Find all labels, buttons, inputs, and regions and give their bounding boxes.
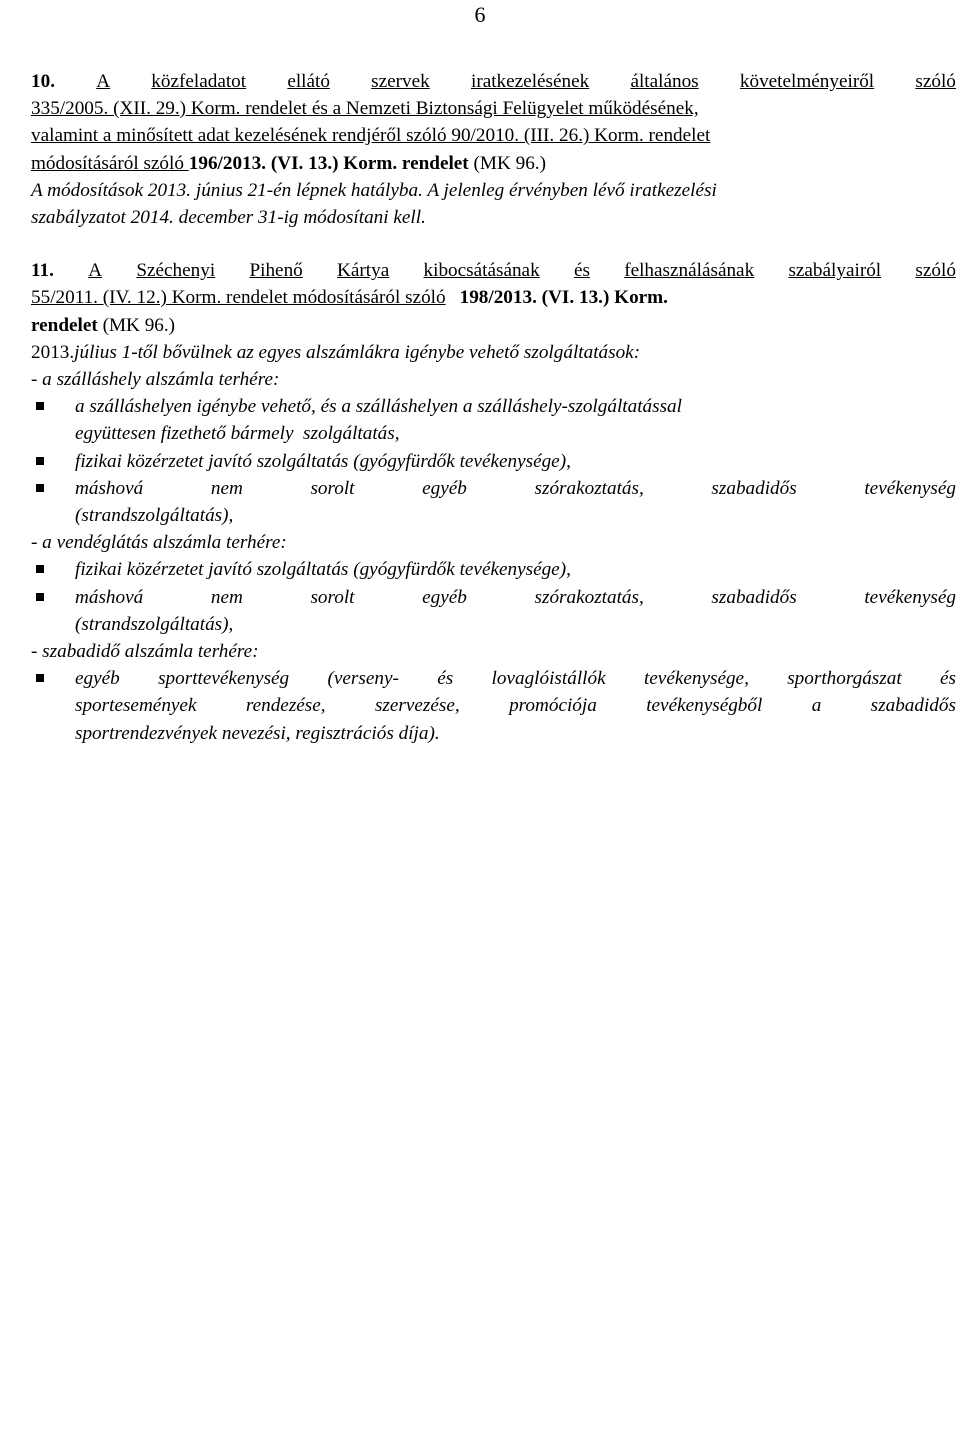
bullet-icon: [36, 457, 44, 465]
document-body: [31, 68, 956, 747]
bullet-icon: [36, 674, 44, 682]
item10-number: 10.: [31, 71, 55, 92]
list-item: a szálláshelyen igénybe vehető, és a szálláshelyen a szálláshely-szolgáltatással együttesen fizethető bármely szolgáltatás,: [31, 393, 956, 447]
list-item: máshová nem sorolt egyéb szórakoztatás, szabadidős tevékenység (strandszolgáltatás),: [31, 475, 956, 529]
page-number: 6: [474, 2, 486, 27]
item10-note-line1: A módosítások 2013. június 21-én lépnek hatályba. A jelenleg érvényben lévő iratkezelési: [31, 179, 717, 201]
item10-note-line2: szabályzatot 2014. december 31-ig módosítani kell.: [31, 207, 426, 229]
szallas-header: - a szálláshely alszámla terhére:: [31, 369, 280, 391]
item10-title-line1: 10. A közfeladatot ellátó szervek iratkezelésének általános követelményeiről szóló: [31, 68, 956, 95]
bullet-icon: [36, 565, 44, 573]
item10-title-line3: valamint a minősített adat kezelésének rendjéről szóló 90/2010. (III. 26.) Korm. rendelet: [31, 125, 711, 147]
bullet-icon: [36, 593, 44, 601]
bullet-icon: [36, 402, 44, 410]
list-item: fizikai közérzetet javító szolgáltatás (gyógyfürdők tevékenysége),: [31, 556, 956, 583]
vendeg-header: - a vendéglátás alszámla terhére:: [31, 532, 287, 554]
list-item: fizikai közérzetet javító szolgáltatás (gyógyfürdők tevékenysége),: [31, 448, 956, 475]
item10-title-line2: 335/2005. (XII. 29.) Korm. rendelet és a Nemzeti Biztonsági Felügyelet működésének,: [31, 98, 699, 120]
item11-title-line1: 11. A Széchenyi Pihenő Kártya kibocsátásának és felhasználásának szabályairól szóló: [31, 257, 956, 284]
item11-intro: 2013. július 1-től bővülnek az egyes alszámlákra igénybe vehető szolgáltatások:: [31, 341, 641, 363]
item11-title-line3: rendelet (MK 96.): [31, 314, 176, 336]
item11-number: 11.: [31, 260, 54, 282]
item10-title-line4: módosításáról szóló 196/2013. (VI. 13.) Korm. rendelet (MK 96.): [31, 152, 546, 174]
list-item: máshová nem sorolt egyéb szórakoztatás, szabadidős tevékenység (strandszolgáltatás),: [31, 584, 956, 638]
szabadido-header: - szabadidő alszámla terhére:: [31, 641, 259, 663]
bullet-icon: [36, 484, 44, 492]
item11-title-line2: 55/2011. (IV. 12.) Korm. rendelet módosításáról szóló 198/2013. (VI. 13.) Korm.: [31, 287, 668, 309]
list-item: egyéb sporttevékenység (verseny- és lovaglóistállók tevékenysége, sporthorgászat és sportesemények rendezése, szervezése, promóciója tevékenységből a szabadidős sportrendezvények nevezési, regisztrációs díja).: [31, 665, 956, 747]
